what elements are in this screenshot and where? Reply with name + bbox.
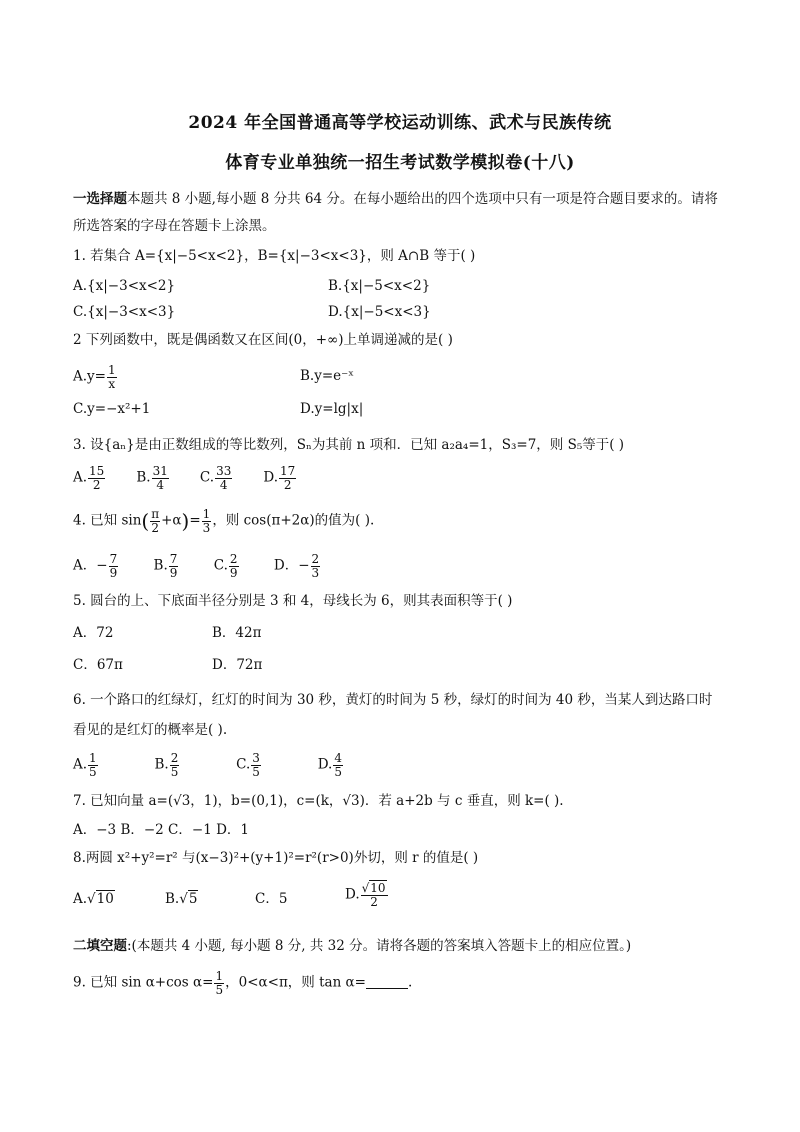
q8-a-radicand: 10 xyxy=(96,891,114,907)
q3-a-num: 15 xyxy=(89,464,105,478)
q6-c-fraction xyxy=(251,752,261,778)
q2-stem: 2 下列函数中，既是偶函数又在区间(0，+∞)上单调递减的是( ) xyxy=(73,332,453,348)
q8-stem: 8.两圆 x²+y²=r² 与(x−3)²+(y+1)²=r²(r>0)外切，则 r 的值是( ) xyxy=(73,850,479,866)
q4-a-label: A．− xyxy=(73,557,108,574)
q8-option-c: C．5 xyxy=(255,891,288,907)
exam-title-line1: 2024 年全国普通高等学校运动训练、武术与民族传统 xyxy=(188,113,612,133)
q6-d-fraction xyxy=(333,752,343,778)
q8-d-num xyxy=(361,882,388,896)
q5-stem: 5. 圆台的上、下底面半径分别是 3 和 4，母线长为 6，则其表面积等于( ) xyxy=(73,593,513,609)
q6-a-label: A. xyxy=(73,756,88,773)
q3-c-den: 4 xyxy=(219,477,228,492)
q9-fraction xyxy=(214,970,224,996)
q6-c-num: 3 xyxy=(252,751,260,765)
q8-b-radicand: 5 xyxy=(188,891,198,907)
q4-right-paren: ) xyxy=(181,509,190,534)
q2-option-c: C.y=−x²+1 xyxy=(73,401,151,417)
q3-c-num: 33 xyxy=(216,464,232,478)
q3-a-den: 2 xyxy=(92,477,101,492)
q6-a-num: 1 xyxy=(89,751,97,765)
q4-options xyxy=(73,553,321,579)
q4-stem-prefix: 4. 已知 sin xyxy=(73,512,142,529)
q4-paren-num: π xyxy=(151,507,160,521)
q2-option-b: B.y=e⁻ˣ xyxy=(300,368,354,384)
q4-c-label: C. xyxy=(213,557,228,574)
q8-a-label: A. xyxy=(73,891,88,907)
q2-option-a xyxy=(73,364,118,390)
section2-desc: :(本题共 4 小题, 每小题 8 分, 共 32 分。请将各题的答案填入答题卡上的相应位置。) xyxy=(127,938,632,954)
q3-c-label: C. xyxy=(199,469,215,486)
q7-stem: 7. 已知向量 a=(√3，1)，b=(0,1)，c=(k，√3)．若 a+2b 与 c 垂直，则 k=( ). xyxy=(73,793,564,809)
q6-c-label: C. xyxy=(236,756,251,773)
section2-instructions xyxy=(73,940,631,954)
q6-b-label: B. xyxy=(154,756,169,773)
q6-d-num: 4 xyxy=(334,751,342,765)
q6-b-fraction xyxy=(170,752,180,778)
q2-a-den: x xyxy=(108,376,116,391)
q9-stem-suffix: ，0<α<π，则 tan α= xyxy=(225,974,366,991)
q4-left-paren: ( xyxy=(141,509,150,534)
q3-d-label: D. xyxy=(263,469,279,486)
q3-a-fraction xyxy=(88,465,105,491)
q4-d-fraction xyxy=(311,553,321,579)
q4-a-den: 9 xyxy=(109,565,118,580)
q6-a-fraction xyxy=(88,752,98,778)
q4-b-fraction xyxy=(169,553,179,579)
q1-option-b: B.{x|−5<x<2} xyxy=(328,278,431,294)
q4-c-fraction xyxy=(229,553,239,579)
q4-d-num: 2 xyxy=(311,552,320,566)
q8-option-d xyxy=(345,882,389,908)
q4-c-den: 9 xyxy=(229,565,238,580)
q4-a-fraction xyxy=(109,553,119,579)
q8-d-label: D. xyxy=(345,886,360,903)
q8-d-radicand: 10 xyxy=(370,881,386,895)
section1-desc-line2: 所选答案的字母在答题卡上涂黑。 xyxy=(73,218,276,234)
q6-c-den: 5 xyxy=(252,764,260,779)
q3-d-fraction xyxy=(279,465,296,491)
section1-desc-line1: 本题共 8 小题,每小题 8 分共 64 分。在每小题给出的四个选项中只有一项是符合题目要求的。请将 xyxy=(127,191,718,207)
q4-b-den: 9 xyxy=(169,565,178,580)
q3-d-den: 2 xyxy=(283,477,292,492)
section2-heading: 二填空题 xyxy=(73,938,127,954)
q3-options xyxy=(73,465,297,491)
q9-answer-blank xyxy=(366,988,408,989)
q6-stem-line2: 看见的是红灯的概率是( ). xyxy=(73,722,228,738)
q1-option-c: C.{x|−3<x<3} xyxy=(73,304,176,320)
q4-paren-den: 2 xyxy=(151,520,159,535)
q4-c-num: 2 xyxy=(229,552,238,566)
q3-b-fraction xyxy=(152,465,169,491)
q4-b-label: B. xyxy=(153,557,168,574)
q3-a-label: A. xyxy=(73,469,88,486)
q4-a-num: 7 xyxy=(109,552,118,566)
section1-heading: 一选择题 xyxy=(73,191,127,207)
q4-val-num: 1 xyxy=(202,507,211,521)
q4-paren-fraction xyxy=(150,508,160,534)
q8-b-radical: √ xyxy=(179,891,188,907)
q4-value-fraction xyxy=(202,508,212,534)
q6-stem-line1: 6. 一个路口的红绿灯，红灯的时间为 30 秒，黄灯的时间为 5 秒，绿灯的时间为 40 秒，当某人到达路口时 xyxy=(73,692,713,708)
q8-b-label: B. xyxy=(165,891,180,907)
q5-option-d: D．72π xyxy=(212,657,263,673)
q9-den: 5 xyxy=(215,982,224,997)
q3-b-num: 31 xyxy=(152,464,168,478)
q2-a-fraction xyxy=(107,364,117,390)
exam-title-line2: 体育专业单独统一招生考试数学模拟卷(十八) xyxy=(225,153,575,173)
q6-b-den: 5 xyxy=(170,764,179,779)
q9-stem xyxy=(73,970,412,996)
q4-paren-rest: +α xyxy=(161,512,182,529)
q4-b-num: 7 xyxy=(169,552,178,566)
q5-option-a: A．72 xyxy=(73,625,114,641)
q3-stem: 3. 设{aₙ}是由正数组成的等比数列，Sₙ为其前 n 项和．已知 a₂a₄=1，S₃=7，则 S₅等于( ) xyxy=(73,437,625,453)
q6-options xyxy=(73,752,344,778)
q4-val-den: 3 xyxy=(202,520,211,535)
q7-options: A．−3 B．−2 C．−1 D．1 xyxy=(73,822,249,838)
q2-option-d: D.y=lg|x| xyxy=(300,401,364,417)
q3-c-fraction xyxy=(215,465,232,491)
section1-instructions xyxy=(73,193,718,207)
q8-d-radical: √ xyxy=(361,881,370,895)
q8-a-radical: √ xyxy=(87,891,96,907)
q9-end: . xyxy=(408,974,413,991)
q6-d-den: 5 xyxy=(334,764,342,779)
q4-stem xyxy=(73,508,374,534)
q2-a-prefix: A.y= xyxy=(73,368,106,385)
q8-d-den: 2 xyxy=(370,894,378,909)
q8-d-fraction xyxy=(361,882,388,908)
q4-eq: = xyxy=(189,512,201,529)
q4-d-label: D．− xyxy=(273,557,310,574)
q8-option-a xyxy=(73,893,115,907)
q6-b-num: 2 xyxy=(170,751,179,765)
q4-stem-suffix: ，则 cos(π+2α)的值为( ). xyxy=(212,512,375,529)
q9-stem-prefix: 9. 已知 sin α+cos α= xyxy=(73,974,214,991)
q1-option-a: A.{x|−3<x<2} xyxy=(73,278,176,294)
q6-a-den: 5 xyxy=(89,764,97,779)
q2-a-num: 1 xyxy=(107,363,116,377)
q4-d-den: 3 xyxy=(311,565,320,580)
q3-b-label: B. xyxy=(136,469,151,486)
q5-option-b: B．42π xyxy=(212,625,262,641)
q1-stem: 1. 若集合 A={x|−5<x<2}，B={x|−3<x<3}，则 A∩B 等于( ) xyxy=(73,248,476,264)
q3-b-den: 4 xyxy=(156,477,165,492)
q3-d-num: 17 xyxy=(280,464,296,478)
q6-d-label: D. xyxy=(317,756,333,773)
q8-option-b xyxy=(165,893,198,907)
q5-option-c: C．67π xyxy=(73,657,123,673)
q1-option-d: D.{x|−5<x<3} xyxy=(328,304,431,320)
q9-num: 1 xyxy=(215,969,224,983)
